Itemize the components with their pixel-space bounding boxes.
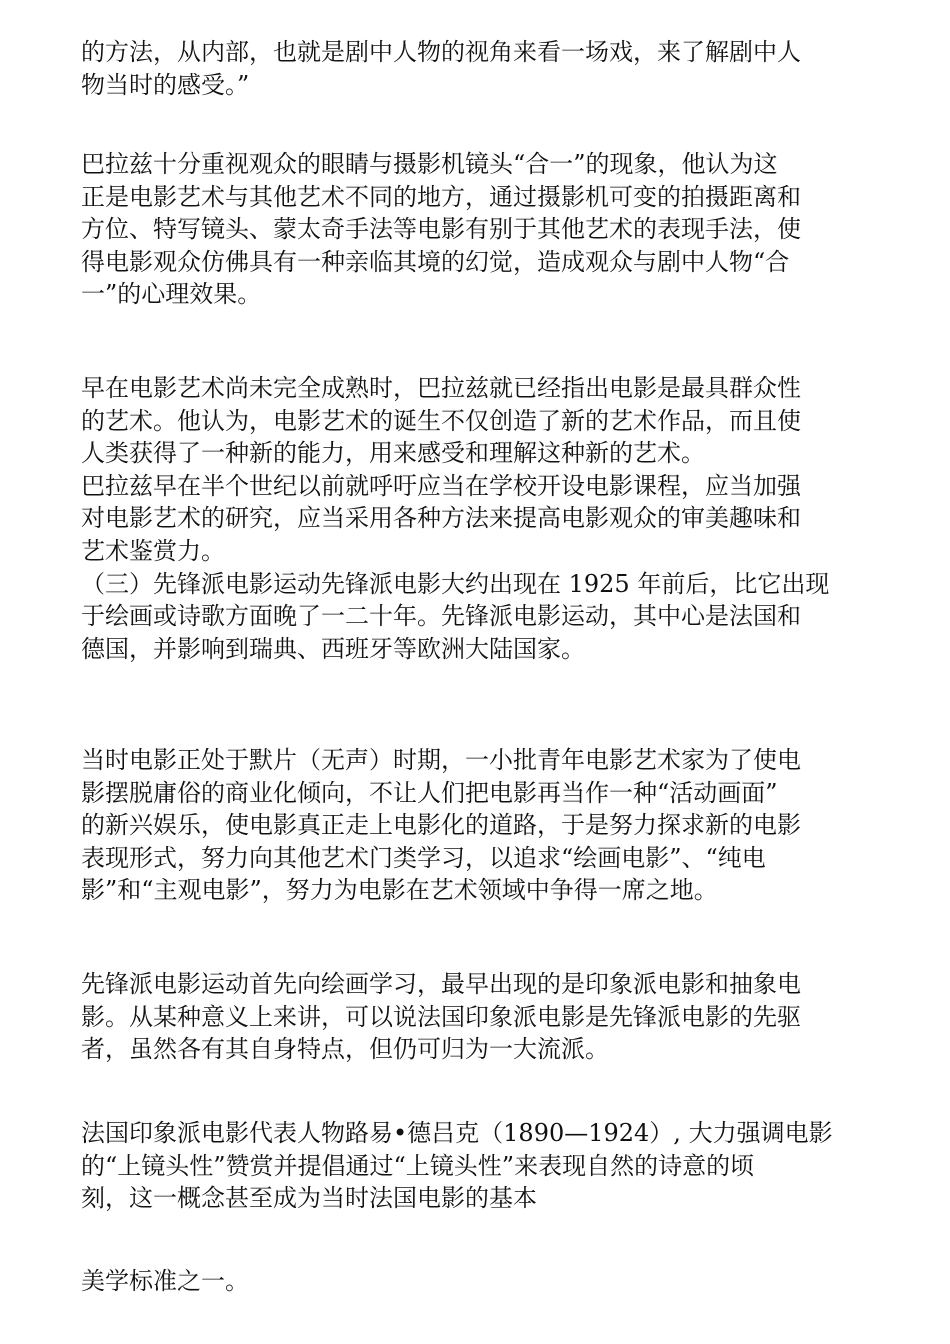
paragraph-3 [81, 372, 871, 665]
text-line: 对电影艺术的研究，应当采用各种方法来提高电影观众的审美趣味和 [81, 504, 801, 533]
text-line: 的方法，从内部，也就是剧中人物的视角来看一场戏，来了解剧中人 [81, 38, 801, 66]
text-line: （三）先锋派电影运动先锋派电影大约出现在 1925 年前后，比它出现 [81, 569, 830, 598]
paragraph-1 [81, 36, 871, 101]
text-line: 影。从某种意义上来讲，可以说法国印象派电影是先锋派电影的先驱 [81, 1002, 801, 1031]
text-line: 物当时的感受。” [81, 70, 250, 99]
text-line: 得电影观众仿佛具有一种亲临其境的幻觉，造成观众与剧中人物“合 [81, 247, 790, 276]
paragraph-7 [81, 1265, 871, 1298]
text-line: 影摆脱庸俗的商业化倾向，不让人们把电影再当作一种“活动画面” [81, 778, 778, 807]
text-line: 人类获得了一种新的能力，用来感受和理解这种新的艺术。 [81, 439, 705, 468]
text-line: 一”的心理效果。 [81, 280, 262, 309]
text-line: 德国，并影响到瑞典、西班牙等欧洲大陆国家。 [81, 634, 585, 663]
text-line: 的艺术。他认为，电影艺术的诞生不仅创造了新的艺术作品，而且使 [81, 406, 801, 435]
text-line: 当时电影正处于默片（无声）时期，一小批青年电影艺术家为了使电 [81, 746, 801, 774]
text-line: 艺术鉴赏力。 [81, 536, 225, 565]
text-line: 的新兴娱乐，使电影真正走上电影化的道路，于是努力探求新的电影 [81, 811, 801, 840]
text-line: 正是电影艺术与其他艺术不同的地方，通过摄影机可变的拍摄距离和 [81, 182, 801, 211]
text-line: 的“上镜头性”赞赏并提倡通过“上镜头性”来表现自然的诗意的顷 [81, 1151, 755, 1180]
text-line: 影”和“主观电影”，努力为电影在艺术领域中争得一席之地。 [81, 876, 718, 905]
text-line: 早在电影艺术尚未完全成熟时，巴拉兹就已经指出电影是最具群众性 [81, 374, 801, 402]
text-line: 者，虽然各有其自身特点，但仍可归为一大流派。 [81, 1035, 609, 1064]
text-line: 表现形式，努力向其他艺术门类学习，以追求“绘画电影”、“纯电 [81, 843, 766, 872]
text-line: 于绘画或诗歌方面晚了一二十年。先锋派电影运动，其中心是法国和 [81, 602, 801, 631]
text-line: 巴拉兹十分重视观众的眼睛与摄影机镜头“合一”的现象，他认为这 [81, 150, 778, 178]
paragraph-6 [81, 1117, 871, 1215]
text-line: 刻，这一概念甚至成为当时法国电影的基本 [81, 1184, 537, 1213]
paragraph-5 [81, 968, 871, 1066]
text-line: 先锋派电影运动首先向绘画学习，最早出现的是印象派电影和抽象电 [81, 970, 801, 998]
text-line: 方位、特写镜头、蒙太奇手法等电影有别于其他艺术的表现手法，使 [81, 215, 801, 244]
paragraph-4 [81, 744, 871, 907]
text-line: 美学标准之一。 [81, 1267, 249, 1295]
text-line: 法国印象派电影代表人物路易•德吕克（1890—1924）, 大力强调电影 [81, 1119, 833, 1147]
paragraph-2 [81, 148, 871, 311]
text-line: 巴拉兹早在半个世纪以前就呼吁应当在学校开设电影课程，应当加强 [81, 471, 801, 500]
